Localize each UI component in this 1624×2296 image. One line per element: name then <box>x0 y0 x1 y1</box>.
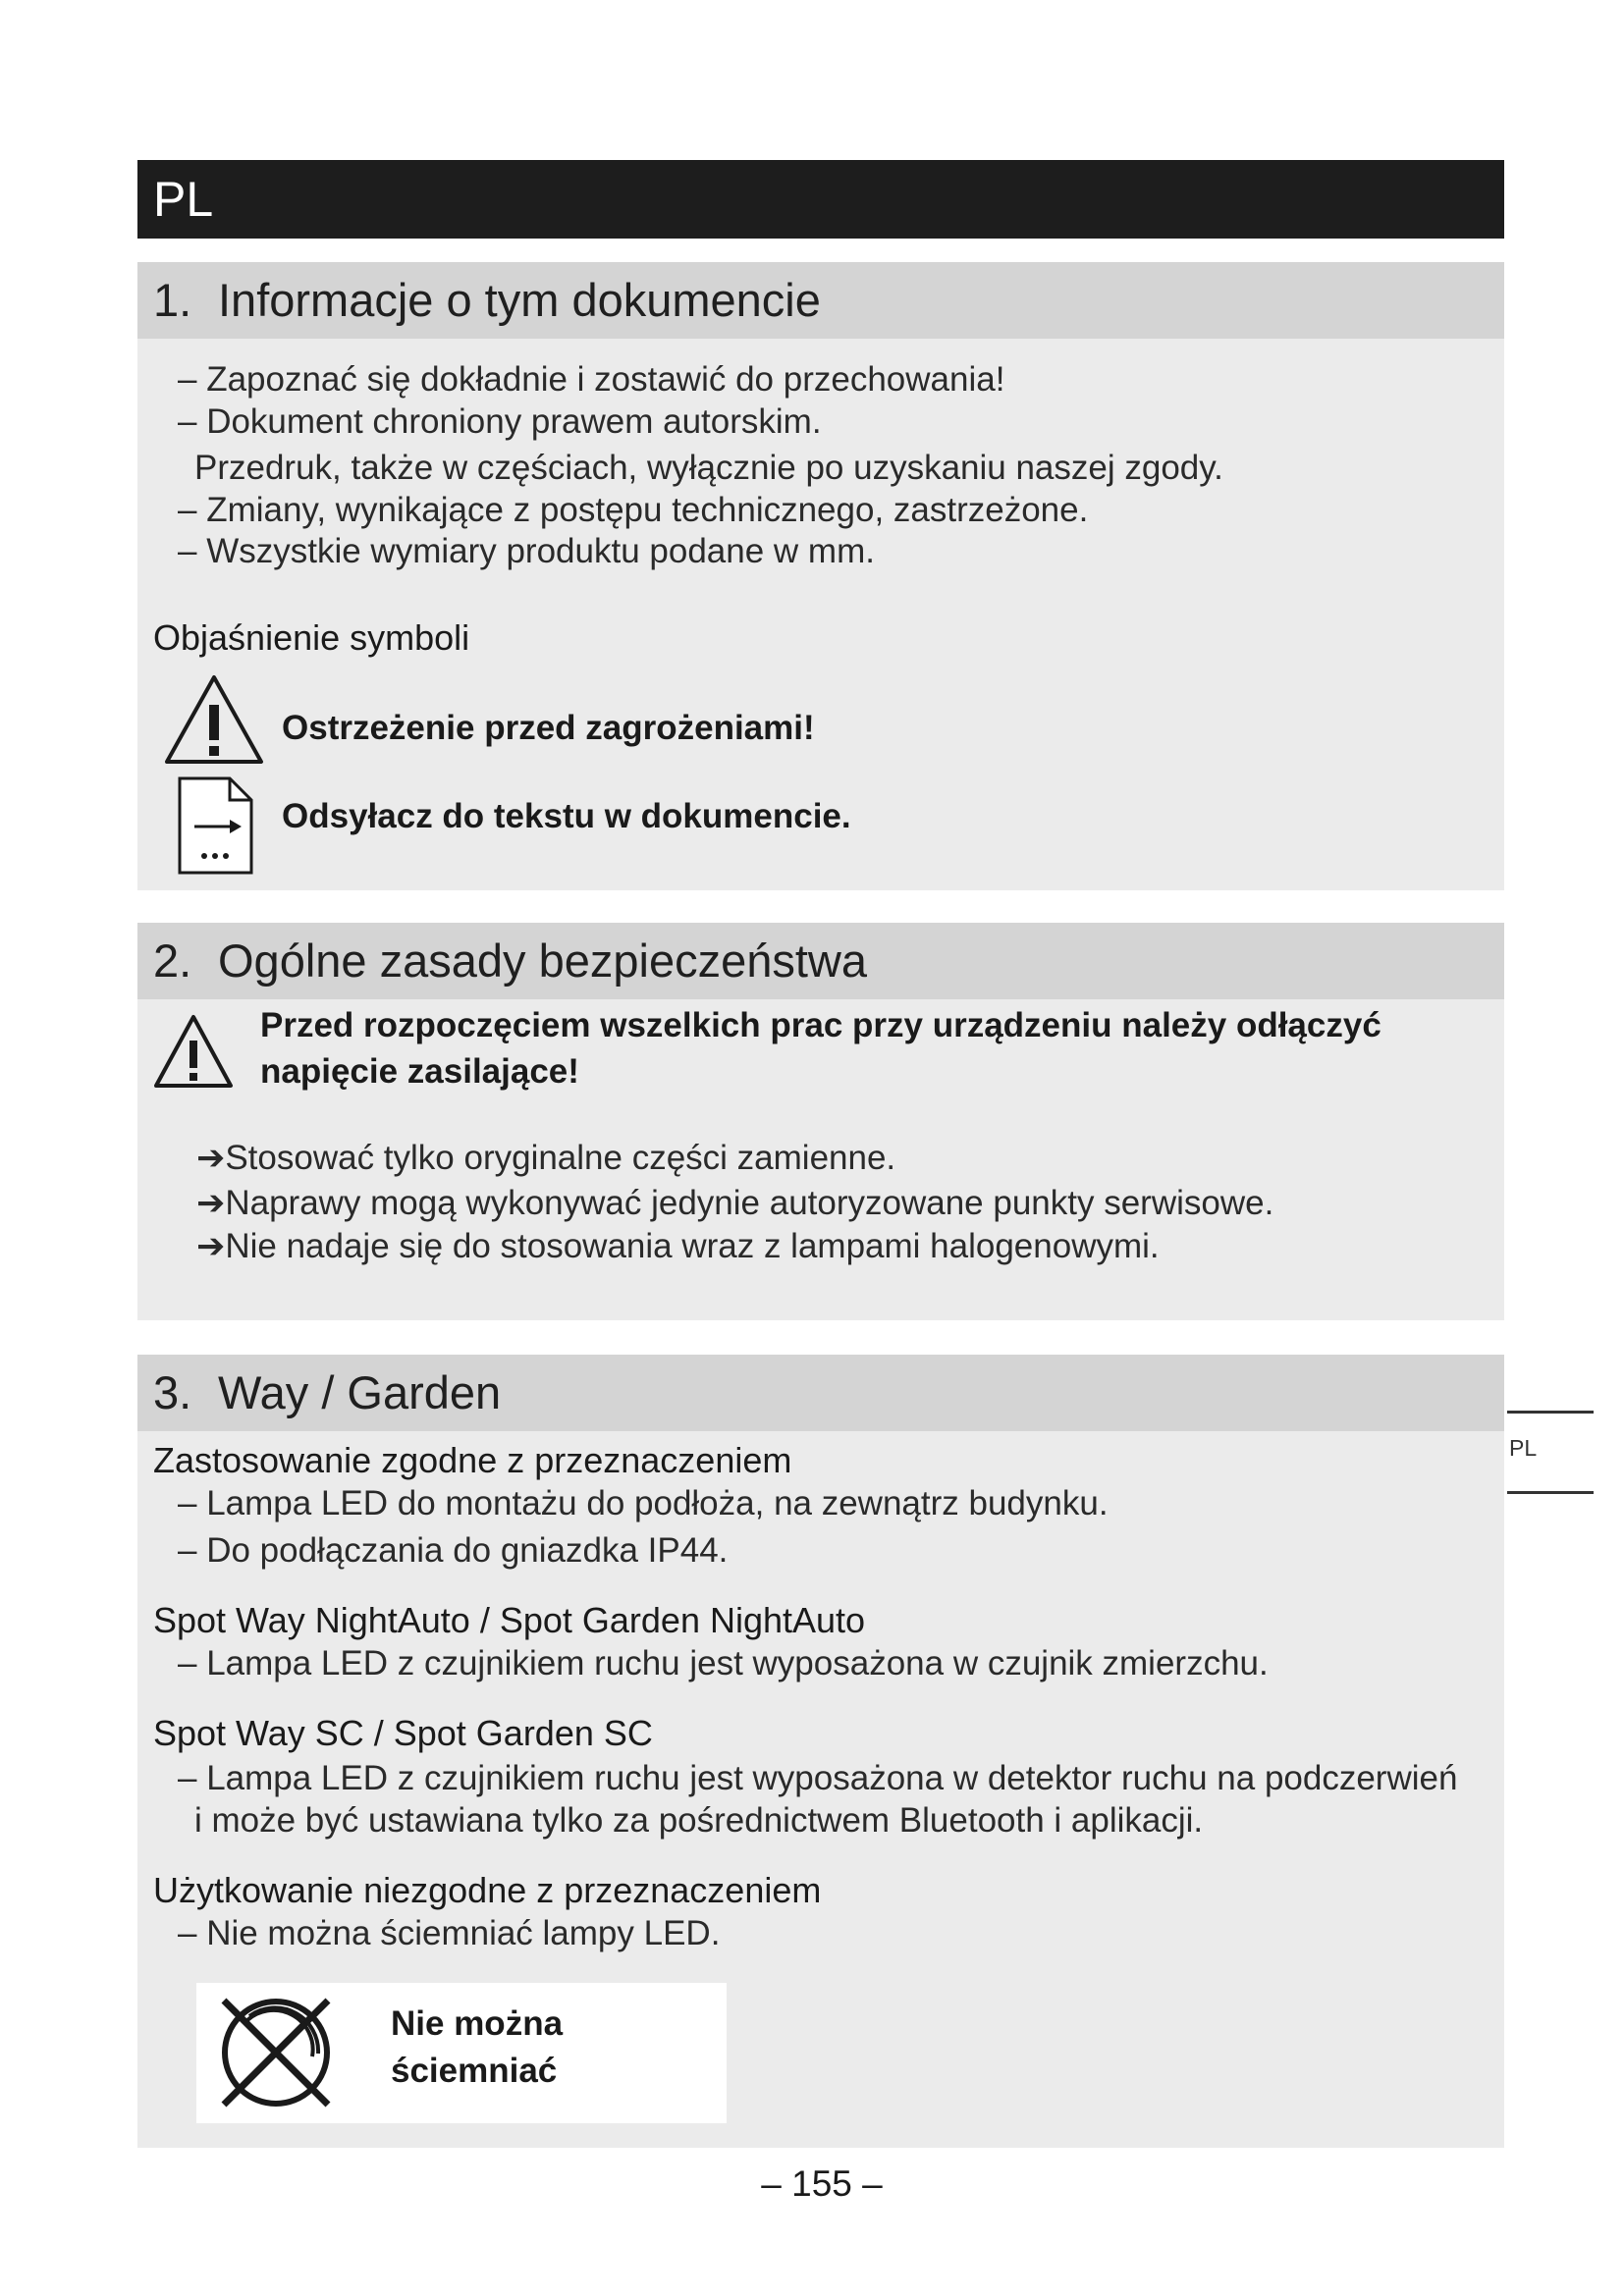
no-dimming-label: Nie można <box>391 2004 564 2043</box>
page-number: – 155 – <box>761 2163 883 2204</box>
section-document-info <box>137 262 1504 890</box>
symbols-heading: Objaśnienie symboli <box>153 617 470 658</box>
safety-warning-line: napięcie zasilające! <box>260 1052 579 1091</box>
intended-use-line: – Lampa LED do montażu do podłoża, na zewnątrz budynku. <box>178 1484 1109 1522</box>
sc-heading: Spot Way SC / Spot Garden SC <box>153 1713 653 1753</box>
warning-triangle-icon <box>152 1013 235 1090</box>
side-tab-line-top <box>1507 1411 1594 1414</box>
symbol-warning-text: Ostrzeżenie przed zagrożeniami! <box>282 709 815 747</box>
language-header: PL <box>137 160 1504 239</box>
info-line: – Zapoznać się dokładnie i zostawić do przechowania! <box>178 360 1005 399</box>
safety-bullet: ➔Naprawy mogą wykonywać jedynie autoryzowane punkty serwisowe. <box>196 1184 1274 1222</box>
side-tab-label: PL <box>1509 1435 1538 1461</box>
no-dimming-notice <box>196 1983 727 2123</box>
info-line: Przedruk, także w częściach, wyłącznie po uzyskaniu naszej zgody. <box>194 449 1223 487</box>
sc-line: i może być ustawiana tylko za pośrednictwem Bluetooth i aplikacji. <box>194 1801 1204 1840</box>
section-title <box>137 262 1504 339</box>
section-number: 3. <box>153 1366 192 1418</box>
safety-bullet: ➔Nie nadaje się do stosowania wraz z lampami halogenowymi. <box>196 1227 1160 1265</box>
nightauto-heading: Spot Way NightAuto / Spot Garden NightAuto <box>153 1600 866 1640</box>
section-heading: Way / Garden <box>218 1366 502 1418</box>
section-heading: Ogólne zasady bezpieczeństwa <box>218 934 868 987</box>
symbol-reference-text: Odsyłacz do tekstu w dokumencie. <box>282 797 851 835</box>
improper-use-line: – Nie można ściemniać lampy LED. <box>178 1914 721 1952</box>
document-reference-icon <box>177 775 255 876</box>
section-title <box>137 1355 1504 1431</box>
info-line: – Zmiany, wynikające z postępu technicznego, zastrzeżone. <box>178 491 1089 529</box>
nightauto-line: – Lampa LED z czujnikiem ruchu jest wyposażona w czujnik zmierzchu. <box>178 1644 1269 1682</box>
section-title <box>137 923 1504 999</box>
warning-triangle-icon <box>163 673 265 766</box>
info-line: – Wszystkie wymiary produktu podane w mm. <box>178 532 875 570</box>
side-tab-line-bottom <box>1507 1491 1594 1494</box>
section-heading: Informacje o tym dokumencie <box>218 274 821 326</box>
no-dimming-icon <box>216 1993 336 2112</box>
info-line: – Dokument chroniony prawem autorskim. <box>178 402 822 441</box>
safety-warning-line: Przed rozpoczęciem wszelkich prac przy urządzeniu należy odłączyć <box>260 1006 1381 1044</box>
improper-use-heading: Użytkowanie niezgodne z przeznaczeniem <box>153 1870 822 1910</box>
section-number: 1. <box>153 274 192 326</box>
intended-use-line: – Do podłączania do gniazdka IP44. <box>178 1531 729 1570</box>
intended-use-heading: Zastosowanie zgodne z przeznaczeniem <box>153 1440 792 1480</box>
no-dimming-label: ściemniać <box>391 2052 558 2090</box>
safety-bullet: ➔Stosować tylko oryginalne części zamienne. <box>196 1139 896 1177</box>
sc-line: – Lampa LED z czujnikiem ruchu jest wyposażona w detektor ruchu na podczerwień <box>178 1759 1458 1797</box>
section-number: 2. <box>153 934 192 987</box>
